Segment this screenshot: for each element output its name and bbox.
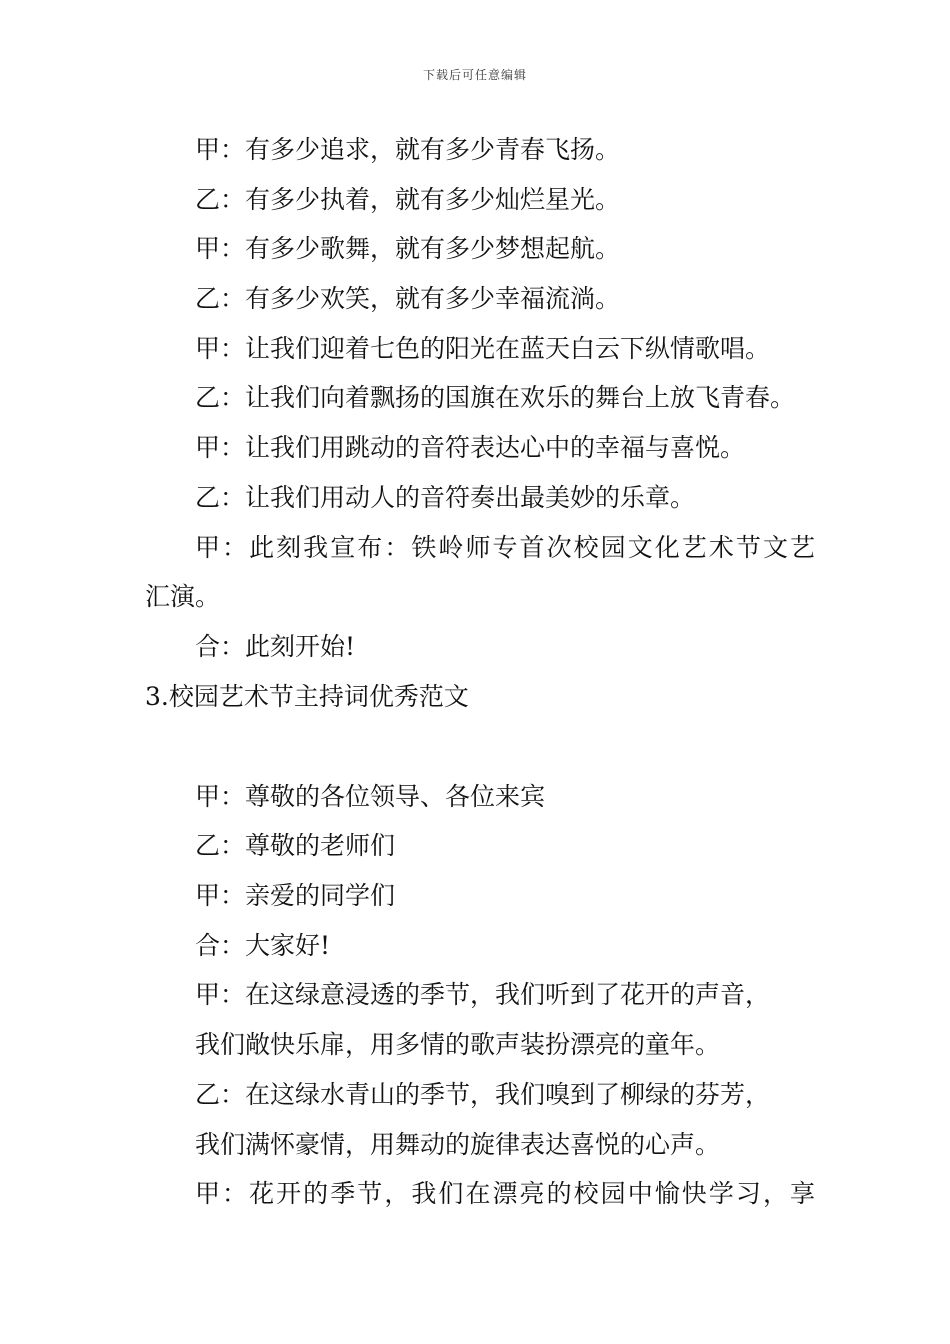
section-heading: 3.校园艺术节主持词优秀范文 — [145, 682, 469, 711]
page-header: 下载后可任意编辑 — [422, 68, 527, 82]
dialogue-line: 甲：让我们用跳动的音符表达心中的幸福与喜悦。 — [195, 433, 746, 462]
dialogue-line: 合：此刻开始! — [195, 632, 356, 661]
dialogue-line: 甲：有多少追求，就有多少青春飞扬。 — [195, 135, 621, 164]
dialogue-line: 乙：有多少执着，就有多少灿烂星光。 — [195, 185, 621, 214]
dialogue-line: 甲：在这绿意浸透的季节，我们听到了花开的声音， — [195, 980, 771, 1009]
dialogue-line: 甲：有多少歌舞，就有多少梦想起航。 — [195, 234, 621, 263]
dialogue-line: 乙：让我们用动人的音符奏出最美妙的乐章。 — [195, 483, 696, 512]
dialogue-line: 乙：有多少欢笑，就有多少幸福流淌。 — [195, 284, 621, 313]
dialogue-line: 乙：尊敬的老师们 — [195, 831, 396, 860]
dialogue-line-continued: 我们满怀豪情，用舞动的旋律表达喜悦的心声。 — [195, 1130, 721, 1159]
dialogue-line-continued: 汇演。 — [145, 582, 221, 611]
dialogue-line: 合：大家好! — [195, 931, 331, 960]
dialogue-line: 乙：让我们向着飘扬的国旗在欢乐的舞台上放飞青春。 — [195, 383, 796, 412]
dialogue-line-continued: 我们敞快乐扉，用多情的歌声装扮漂亮的童年。 — [195, 1030, 721, 1059]
dialogue-line: 乙：在这绿水青山的季节，我们嗅到了柳绿的芬芳， — [195, 1080, 771, 1109]
dialogue-line: 甲：尊敬的各位领导、各位来宾 — [195, 782, 546, 811]
dialogue-line: 甲：此刻我宣布：铁岭师专首次校园文化艺术节文艺 — [195, 533, 815, 562]
dialogue-line: 甲：亲爱的同学们 — [195, 881, 396, 910]
dialogue-line: 甲：让我们迎着七色的阳光在蓝天白云下纵情歌唱。 — [195, 334, 771, 363]
dialogue-line: 甲：花开的季节，我们在漂亮的校园中愉快学习，享 — [195, 1179, 815, 1208]
